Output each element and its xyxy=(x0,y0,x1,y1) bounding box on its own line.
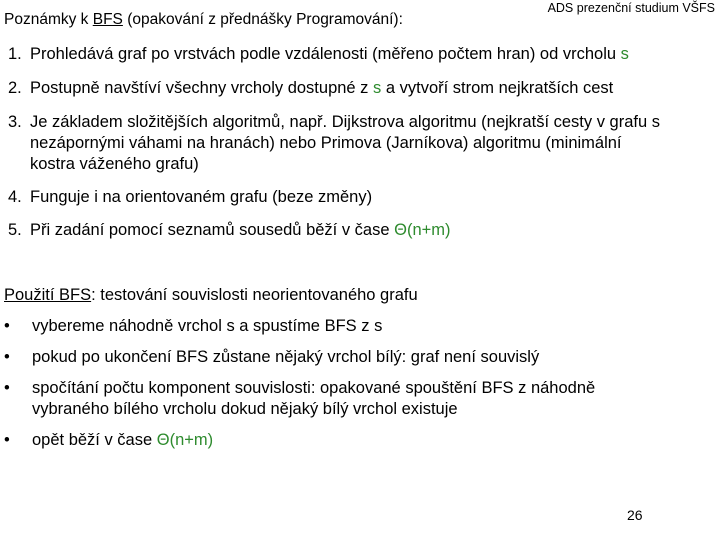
list-item xyxy=(8,44,720,65)
bullet-text-line: vybereme náhodně vrchol s a spustíme BFS z s xyxy=(32,317,383,335)
item-number: 2. xyxy=(8,79,22,97)
bullet-item xyxy=(4,430,714,451)
list-item xyxy=(8,78,720,99)
title-bfs-underlined: BFS xyxy=(92,11,123,28)
item-text xyxy=(30,220,720,241)
bullet-text-line: opět běží v čase xyxy=(32,431,157,449)
list-item xyxy=(8,112,720,175)
bullet-text-line: pokud po ukončení BFS zůstane nějaký vrchol bílý: graf není souvislý xyxy=(32,348,540,366)
section-title-label: Použití BFS xyxy=(4,286,92,304)
slide-title xyxy=(4,11,403,29)
item-text-line: a vytvoří strom nejkratších cest xyxy=(381,79,614,97)
page-number: 26 xyxy=(627,507,643,523)
list-item xyxy=(8,187,720,208)
item-text-line: Je základem složitějších algoritmů, např. Dijkstrova algoritmu (nejkratší cesty v grafu s xyxy=(30,113,660,131)
course-label: ADS prezenční studium VŠFS xyxy=(547,1,715,15)
bullet-text xyxy=(32,316,714,337)
item-number: 1. xyxy=(8,45,22,63)
item-number: 5. xyxy=(8,221,22,239)
list-item xyxy=(8,220,720,241)
bullet-text xyxy=(32,347,714,368)
bullet-item xyxy=(4,347,714,368)
bullet-text-line: vybraného bílého vrcholu dokud nějaký bílý vrchol existuje xyxy=(32,400,458,418)
bullet-item xyxy=(4,316,714,337)
bullet-icon: • xyxy=(4,431,10,449)
bfs-uses-list xyxy=(4,316,714,451)
item-text-line: kostra váženého grafu) xyxy=(30,155,199,173)
item-text-line: Funguje i na orientovaném grafu (beze změny) xyxy=(30,188,373,206)
bullet-text-line: spočítání počtu komponent souvislosti: opakované spouštění BFS z náhodně xyxy=(32,379,596,397)
highlight-text: s xyxy=(373,79,382,97)
item-number: 4. xyxy=(8,188,22,206)
bullet-text xyxy=(32,430,714,451)
item-number: 3. xyxy=(8,113,22,131)
section-title-rest: : testování souvislosti neorientovaného grafu xyxy=(91,286,418,304)
section-title xyxy=(4,285,418,305)
item-text-line: Prohledává graf po vrstvách podle vzdálenosti (měřeno počtem hran) od vrcholu xyxy=(30,45,621,63)
item-text xyxy=(30,78,720,99)
title-suffix: (opakování z přednášky Programování): xyxy=(122,11,403,28)
title-prefix: Poznámky k xyxy=(4,11,93,28)
highlight-text: Θ(n+m) xyxy=(394,221,451,239)
bullet-item xyxy=(4,378,714,420)
bullet-text xyxy=(32,378,714,420)
item-text-line: nezápornými váhami na hranách) nebo Primova (Jarníkova) algoritmu (minimální xyxy=(30,134,622,152)
item-text xyxy=(30,187,720,208)
bullet-icon: • xyxy=(4,379,10,397)
bfs-notes-list xyxy=(8,44,720,241)
highlight-text: s xyxy=(620,45,629,63)
item-text-line: Při zadání pomocí seznamů sousedů běží v čase xyxy=(30,221,395,239)
bullet-icon: • xyxy=(4,317,10,335)
item-text xyxy=(30,44,720,65)
item-text-line: Postupně navštíví všechny vrcholy dostupné z xyxy=(30,79,374,97)
bullet-icon: • xyxy=(4,348,10,366)
item-text xyxy=(30,112,720,175)
highlight-text: Θ(n+m) xyxy=(156,431,214,449)
